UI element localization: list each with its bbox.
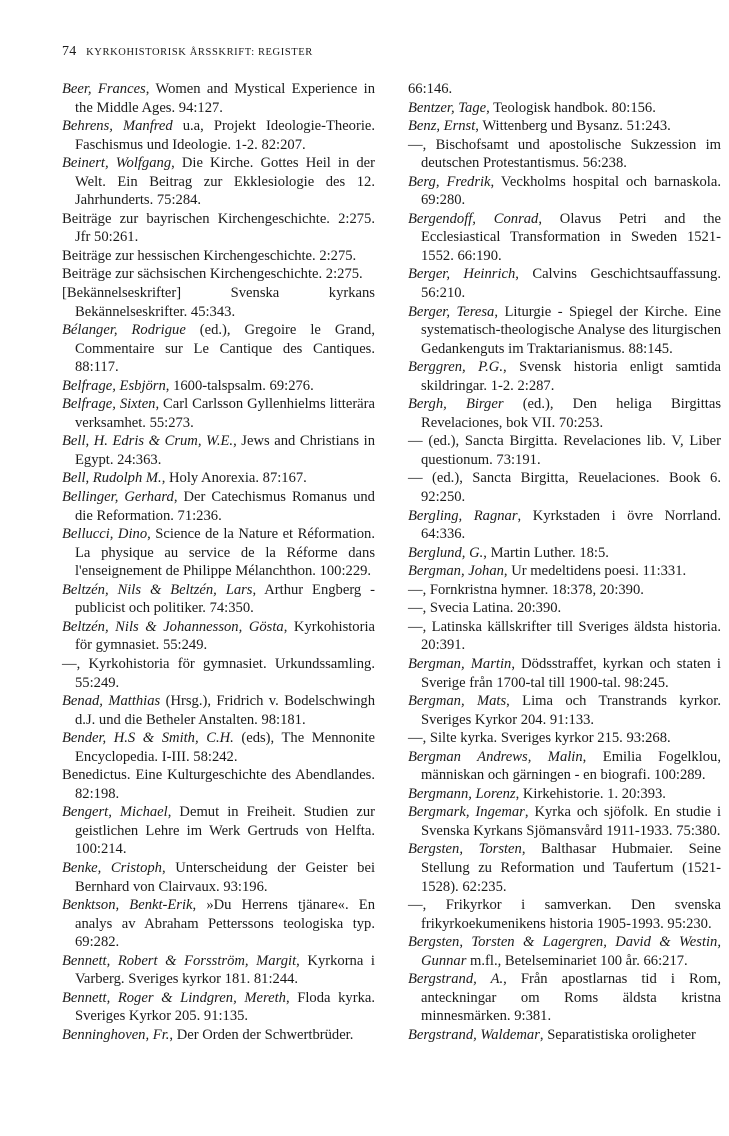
index-entry	[62, 952, 375, 989]
index-entry	[62, 154, 375, 210]
index-entry	[408, 970, 721, 1026]
entry-text: , Der Orden der Schwertbrüder.	[169, 1026, 354, 1043]
entry-author: Bergstrand, Waldemar	[408, 1026, 540, 1043]
entry-author: Bergmark, Ingemar	[408, 804, 525, 821]
entry-author: Bergmann, Lorenz	[408, 785, 516, 802]
entry-author: Belfrage, Sixten	[62, 396, 156, 413]
entry-author: Bélanger, Rodrigue	[62, 322, 186, 339]
entry-text: , Olavus Petri and the Ecclesiastical Transformation in Sweden 1521-1552. 66:190.	[421, 210, 721, 264]
left-column	[62, 80, 375, 1044]
index-entry	[62, 525, 375, 581]
entry-text: —, Latinska källskrifter till Sveriges äldsta historia. 20:391.	[408, 618, 721, 654]
entry-text: , Ur medeltidens poesi. 11:331.	[503, 563, 687, 580]
index-entry	[408, 618, 721, 655]
entry-text: (eds), The Mennonite Encyclopedia. I-III. 58:242.	[75, 730, 375, 765]
index-entry	[62, 655, 375, 692]
entry-author: Berglund, G.	[408, 544, 484, 561]
index-entry	[408, 136, 721, 173]
entry-author: Bergman, Mats	[408, 693, 507, 710]
entry-author: Bergman, Martin	[408, 655, 512, 672]
entry-text: , Emilia Fogelklou, människan och gärningen - en biografi. 100:289.	[421, 748, 721, 784]
index-entry	[62, 432, 375, 469]
entry-author: Beer, Frances	[62, 81, 146, 97]
running-title: KYRKOHISTORISK ÅRSSKRIFT: REGISTER	[86, 47, 313, 58]
entry-text: —, Bischofsamt und apostolische Sukzession im deutschen Protestantismus. 56:238.	[408, 136, 721, 172]
index-entry	[408, 173, 721, 210]
entry-text: , Kirkehistorie. 1. 20:393.	[515, 785, 666, 802]
entry-author: Benke, Cristoph	[62, 859, 162, 876]
entry-text: , Women and Mystical Experience in the Middle Ages. 94:127.	[75, 81, 375, 116]
entry-author: Bell, Rudolph M.	[62, 470, 162, 487]
entry-text: 66:146.	[408, 81, 453, 97]
entry-text: , Kyrka och sjöfolk. En studie i Svenska Kyrkans Sjömansvård 1911-1933. 75:380.	[421, 804, 721, 839]
entry-text: —, Svecia Latina. 20:390.	[408, 600, 562, 617]
entry-text: , Svensk historia enligt samtida skildringar. 1-2. 2:287.	[421, 359, 721, 394]
entry-text: Beiträge zur bayrischen Kirchengeschichte. 2:275. Jfr 50:261.	[62, 210, 375, 246]
index-entry	[408, 1026, 721, 1045]
entry-author: Benz, Ernst	[408, 118, 476, 135]
index-entry	[62, 117, 375, 154]
entry-text: , Der Catechismus Romanus und die Reformation. 71:236.	[75, 489, 375, 524]
entry-text: [Bekännelseskrifter] Svenska kyrkans Bekännelseskrifter. 45:343.	[62, 285, 375, 320]
entry-author: Bellinger, Gerhard	[62, 489, 174, 506]
entry-text: —, Kyrkohistoria för gymnasiet. Urkundssamling. 55:249.	[62, 655, 375, 691]
index-entry	[62, 766, 375, 803]
entry-text: , 1600-talspsalm. 69:276.	[165, 377, 314, 394]
entry-author: Bellucci, Dino	[62, 526, 148, 543]
entry-text: Beiträge zur sächsischen Kirchengeschichte. 2:275.	[62, 266, 363, 283]
entry-text: Benedictus. Eine Kulturgeschichte des Abendlandes. 82:198.	[62, 767, 375, 802]
index-entry	[408, 99, 721, 118]
entry-text: , Arthur Engberg - publicist och politiker. 74:350.	[75, 581, 375, 617]
entry-text: , Floda kyrka. Sveriges Kyrkor 205. 91:135.	[75, 989, 375, 1025]
entry-text: (ed.), Gregoire le Grand, Commentaire sur Le Cantique des Cantiques. 88:117.	[75, 322, 375, 376]
entry-text: —, Frikyrkor i samverkan. Den svenska frikyrkoekumenikens historia 1905-1993. 95:230.	[408, 897, 721, 932]
entry-text: , »Du Herrens tjänare«. En analys av Abraham Petterssons teologiska typ. 69:282.	[75, 897, 375, 951]
index-entry	[408, 469, 721, 506]
entry-text: (Hrsg.), Fridrich v. Bodelschwingh d.J. und die Betheler Anstalten. 98:181.	[75, 693, 375, 728]
entry-author: Bergendoff, Conrad	[408, 210, 539, 227]
entry-text: , Från apostlarnas tid i Rom, anteckningar om Roms äldsta kristna minnesmärken. 9:381.	[421, 971, 721, 1025]
index-entry	[408, 692, 721, 729]
index-entry	[62, 488, 375, 525]
entry-text: (ed.), Den heliga Birgittas Revelaciones, bok VII. 70:253.	[421, 396, 721, 431]
entry-text: , Jews and Christians in Egypt. 24:363.	[75, 433, 376, 468]
index-entry	[62, 803, 375, 859]
index-entry	[62, 284, 375, 321]
index-entry	[62, 896, 375, 952]
index-entry	[408, 544, 721, 563]
entry-author: Benad, Matthias	[62, 693, 161, 710]
entry-text: , Balthasar Hubmaier. Seine Stellung zu Reformation und Taufertum (1521-1528). 62:235.	[421, 841, 721, 895]
entry-text: , Veckholms hospital och barnaskola. 69:280.	[421, 173, 721, 209]
index-entry	[408, 562, 721, 581]
entry-text: , Kyrkohistoria för gymnasiet. 55:249.	[75, 618, 375, 654]
entry-author: Bergman Andrews, Malin	[408, 748, 583, 765]
index-entry	[62, 210, 375, 247]
entry-text: , Separatistiska oroligheter	[539, 1026, 696, 1043]
entry-text: , Unterscheidung der Geister bei Bernhard von Clairvaux. 93:196.	[75, 859, 375, 895]
index-entry	[408, 748, 721, 785]
entry-text: , Holy Anorexia. 87:167.	[161, 470, 307, 487]
entry-text: — (ed.), Sancta Birgitta, Reuelaciones. Book 6. 92:250.	[408, 470, 721, 506]
entry-text: m.fl., Betelseminariet 100 år. 66:217.	[466, 952, 688, 969]
entry-author: Berger, Heinrich	[408, 266, 516, 283]
entry-text: , Kyrkorna i Varberg. Sveriges kyrkor 181. 81:244.	[75, 952, 375, 988]
entry-author: Belfrage, Esbjörn	[62, 377, 166, 394]
entry-text: u.a, Projekt Ideologie-Theorie. Faschismus und Ideologie. 1-2. 82:207.	[75, 118, 376, 153]
entry-author: Beltzén, Nils & Johannesson, Gösta	[62, 618, 284, 635]
index-entry	[408, 395, 721, 432]
page-number: 74	[62, 44, 77, 59]
entry-text: , Demut in Freiheit. Studien zur geistlichen Lehre im Werk Gertruds von Helfta. 100:214.	[75, 804, 375, 858]
entry-text: , Carl Carlsson Gyllenhielms litterära verksamhet. 55:273.	[75, 396, 375, 431]
index-entry	[62, 729, 375, 766]
index-entry	[62, 469, 375, 488]
index-entry	[408, 896, 721, 933]
index-entry	[62, 80, 375, 117]
entry-author: Bennett, Robert & Forsström, Margit	[62, 952, 297, 969]
entry-text: , Calvins Geschichtsauffassung. 56:210.	[421, 266, 721, 302]
entry-author: Behrens, Manfred	[62, 118, 173, 135]
index-entry	[62, 377, 375, 396]
entry-author: Bergsten, Torsten	[408, 841, 522, 858]
entry-text: , Dödsstraffet, kyrkan och staten i Sverige från 1700-tal till 1900-tal. 98:245.	[421, 655, 721, 691]
entry-author: Bergsten, Torsten & Lagergren, David & Westin, Gunnar	[408, 934, 721, 969]
index-entry	[408, 933, 721, 970]
index-entry	[408, 655, 721, 692]
entry-text: , Kyrkstaden i övre Norrland. 64:336.	[421, 507, 722, 543]
index-entry	[62, 581, 375, 618]
index-entry	[408, 303, 721, 359]
index-entry	[408, 599, 721, 618]
entry-text: , Science de la Nature et Réformation. La physique au service de la Réforme dans l'enseignement de Philippe Mélanchthon. 100:229.	[75, 526, 375, 580]
index-entry	[62, 692, 375, 729]
entry-author: Berg, Fredrik	[408, 173, 491, 190]
index-entry	[62, 247, 375, 266]
entry-author: Berggren, P.G.	[408, 359, 503, 376]
entry-author: Beinert, Wolfgang	[62, 155, 172, 172]
entry-text: —, Fornkristna hymner. 18:378, 20:390.	[408, 581, 644, 598]
index-entry	[408, 507, 721, 544]
entry-author: Bender, H.S & Smith, C.H.	[62, 730, 234, 747]
entry-author: Benktson, Benkt-Erik	[62, 897, 193, 914]
entry-author: Berger, Teresa	[408, 303, 495, 320]
entry-text: , Liturgie - Spiegel der Kirche. Eine systematisch-theologische Analyse des liturgischen Gedankenguts im Traktarianismus. 88:145.	[421, 303, 721, 357]
entry-text: —, Silte kyrka. Sveriges kyrkor 215. 93:268.	[408, 730, 671, 747]
entry-text: Beiträge zur hessischen Kirchengeschichte. 2:275.	[62, 247, 357, 264]
entry-text: , Lima och Transtrands kyrkor. Sveriges Kyrkor 204. 91:133.	[421, 693, 721, 728]
index-entry	[62, 618, 375, 655]
entry-author: Benninghoven, Fr.	[62, 1026, 170, 1043]
index-entry	[408, 803, 721, 840]
index-entry	[408, 210, 721, 266]
index-entry	[62, 1026, 375, 1045]
index-entry	[408, 840, 721, 896]
entry-text: , Martin Luther. 18:5.	[483, 544, 609, 561]
index-entry	[62, 265, 375, 284]
entry-author: Bengert, Michael	[62, 804, 168, 821]
index-entry	[62, 395, 375, 432]
entry-text: , Die Kirche. Gottes Heil in der Welt. Ein Beitrag zur Ekklesiologie des 12. Jahrhunderts. 75:284.	[75, 155, 375, 209]
entry-text: , Wittenberg und Bysanz. 51:243.	[475, 118, 671, 135]
index-entry	[62, 859, 375, 896]
index-entry	[408, 358, 721, 395]
right-column	[408, 80, 721, 1044]
entry-author: Bergman, Johan	[408, 563, 504, 580]
entry-author: Bell, H. Edris & Crum, W.E.	[62, 433, 234, 450]
entry-author: Bentzer, Tage	[408, 99, 487, 116]
index-entry	[62, 321, 375, 377]
index-entry	[408, 729, 721, 748]
running-header	[62, 44, 313, 60]
entry-author: Bennett, Roger & Lindgren, Mereth	[62, 989, 286, 1006]
index-entry	[408, 432, 721, 469]
entry-author: Bergstrand, A.	[408, 971, 504, 988]
entry-author: Beltzén, Nils & Beltzén, Lars	[62, 581, 253, 598]
entry-text: — (ed.), Sancta Birgitta. Revelaciones lib. V, Liber questionum. 73:191.	[408, 433, 721, 468]
index-entry	[408, 265, 721, 302]
entry-author: Bergling, Ragnar	[408, 507, 518, 524]
index-entry	[408, 117, 721, 136]
index-entry	[408, 785, 721, 804]
index-entry	[62, 989, 375, 1026]
entry-text: , Teologisk handbok. 80:156.	[486, 99, 656, 116]
entry-author: Bergh, Birger	[408, 396, 504, 413]
index-entry	[408, 80, 721, 99]
index-entry	[408, 581, 721, 600]
